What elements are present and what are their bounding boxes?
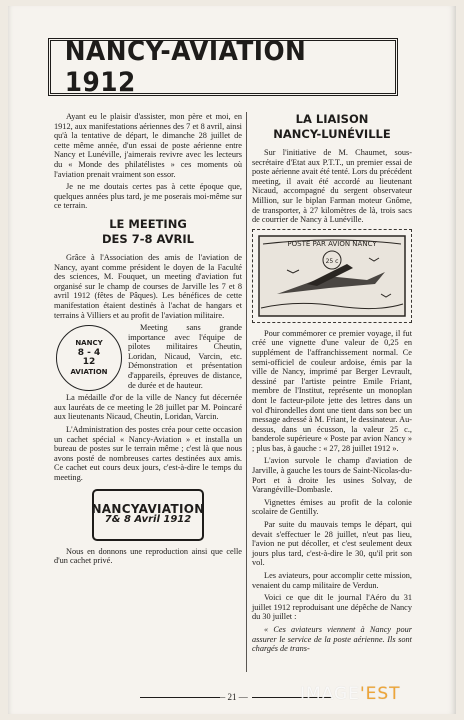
cachet-line1: NANCYAVIATION	[91, 502, 205, 516]
meeting-paragraph-2: Meeting sans grande importance avec l'équipe de pilotes militaires Cheutin, Loridan, Nicaud, Varcin, etc. Démonstration et présentation d'appareils, épreuves de distance, de durée et de hauteur.	[128, 323, 242, 390]
image-est-watermark	[300, 684, 401, 704]
liaison-paragraph-4: Vignettes émises au profit de la colonie scolaire de Gentilly.	[252, 497, 412, 517]
liaison-paragraph-2: Pour commémorer ce premier voyage, il fut créé une vignette d'une valeur de 0,25 en supplément de l'affranchissement normal. Ce semi-officiel de couleur ardoise, émis par la ville de Nancy, imprimé par Berger Levrault, dessiné par l'artiste peintre Emile Friant, membre de l'Institut, représente un monoplan dont le facteur-pilote jette des lettres dans un vol d'hirondelles dont une tient dans son bec un message adressé à M. Friant, le dessinateur. Au-dessus, dans un écusson, la valeur 25 c., banderole supérieure « Poste par avion Nancy » ; plus bas, à gauche : « 27, 28 juillet 1912 ».	[252, 328, 412, 453]
vignette-banner-text: POSTE PAR AVION NANCY	[287, 239, 377, 248]
liaison-paragraph-5: Par suite du mauvais temps le départ, qui devait s'effectuer le 28 juillet, n'eut pas lieu, l'avion ne put décoller, et c'est seulement deux jours plus tard, c'est-à-dire le 30, qu'il prit son vol.	[252, 520, 412, 568]
liaison-paragraph-1: Sur l'initiative de M. Chaumet, sous-secrétaire d'Etat aux P.T.T., un premier essai de poste aérienne avait été tenté. Lors du précédent meeting, il avait été accordé au lieutenant Nicaud, accompagné du sergent observateur Million, sur le biplan Farman moteur Gnôme, de transporter, à 27 kilomètres de là, trois sacs de courrier de Nancy à Lunéville.	[252, 148, 412, 225]
intro-paragraph-1: Ayant eu le plaisir d'assister, mon père et moi, en 1912, aux manifestations aériennes des 7 et 8 avril, ainsi qu'à la tentative de départ, le dimanche 28 juillet de cette même année, d'un essai de poste aérienne entre Nancy et Lunéville, j'aimerais revivre avec les lecteurs du « Monde des philatélistes » ces moments où l'aviation prenait vraiment son essor.	[54, 112, 242, 179]
nancy-aviation-round-postmark	[56, 325, 122, 391]
vignette-illustration	[257, 234, 407, 318]
postmark-date-line2: 12	[82, 357, 96, 368]
cachet-line2: 7& 8 Avril 1912	[104, 513, 192, 525]
watermark-part2: 'EST	[359, 684, 401, 704]
meeting-heading-line1: LE MEETING	[109, 216, 187, 231]
meeting-paragraph-5: Nous en donnons une reproduction ainsi que celle d'un cachet privé.	[54, 546, 242, 566]
liaison-heading-line2: NANCY-LUNÉVILLE	[273, 127, 391, 141]
meeting-heading	[54, 217, 242, 247]
liaison-heading-line1: LA LIAISON	[295, 112, 369, 126]
vignette-value-text: 25 c	[325, 257, 339, 265]
meeting-paragraph-3: La médaille d'or de la ville de Nancy fut décernée aux lauréats de ce meeting le 28 juillet par M. Poincaré aux lieutenants Nicaud, Cheutin, Loridan, Varcin.	[54, 393, 242, 422]
liaison-paragraph-7: Voici ce que dit le journal l'Aéro du 31 juillet 1912 reproduisant une dépêche de Nancy du 30 juillet :	[252, 593, 412, 622]
poste-par-avion-vignette	[252, 229, 412, 323]
meeting-paragraph-1: Grâce à l'Association des amis de l'aviation de Nancy, ayant comme président le doyen de la Faculté des sciences, M. Fouquet, un meeting d'aviation fut organisé sur le champ de courses de Jarville les 7 et 8 avril 1912 (fêtes de Pâques). Les bénéfices de cette manifestation étaient destinés à l'achat de hangars et terrains à Villiers et au profit de l'aviation militaire.	[54, 252, 242, 320]
liaison-paragraph-6: Les aviateurs, pour accomplir cette mission, venaient du camp militaire de Verdun.	[252, 571, 412, 590]
liaison-paragraph-3: L'avion survole le champ d'aviation de Jarville, à gauche les tours de Saint-Nicolas-du-Port et à droite les usines Solvay, de Varangéville-Dombasle.	[252, 456, 412, 495]
column-divider	[246, 112, 247, 672]
meeting-heading-line2: DES 7-8 AVRIL	[102, 231, 194, 246]
watermark-part1: IMAGE	[300, 684, 360, 704]
liaison-heading	[252, 112, 412, 142]
liaison-paragraph-8: « Ces aviateurs viennent à Nancy pour assurer le service de la poste aérienne. Ils sont chargés de trans-	[252, 624, 412, 654]
left-column	[54, 112, 242, 569]
postmark-top-text: NANCY	[75, 338, 103, 347]
intro-paragraph-2: Je ne me doutais certes pas à cette époque que, quelques années plus tard, je me poserais moi-même sur ce terrain.	[54, 182, 242, 211]
nancy-aviation-private-cachet	[92, 489, 204, 541]
postmark-bottom-text: AVIATION	[70, 367, 108, 376]
right-column	[252, 112, 412, 657]
page-number: — 21 —	[216, 692, 248, 702]
article-title-box	[48, 38, 398, 96]
article-title: NANCY-AVIATION 1912	[64, 36, 307, 98]
meeting-paragraph-4a: L'Administration des postes créa pour cette occasion un cachet spécial « Nancy-Aviation » et installa un bureau de postes sur le terrain même ; c'est là que nous avons posté de nombreuses cartes destinées aux amis. Ce cachet eut cours deux jours, c'est-à-dire le temps du meeting.	[54, 425, 242, 482]
postmark-date-line1: 8 - 4	[77, 347, 101, 358]
